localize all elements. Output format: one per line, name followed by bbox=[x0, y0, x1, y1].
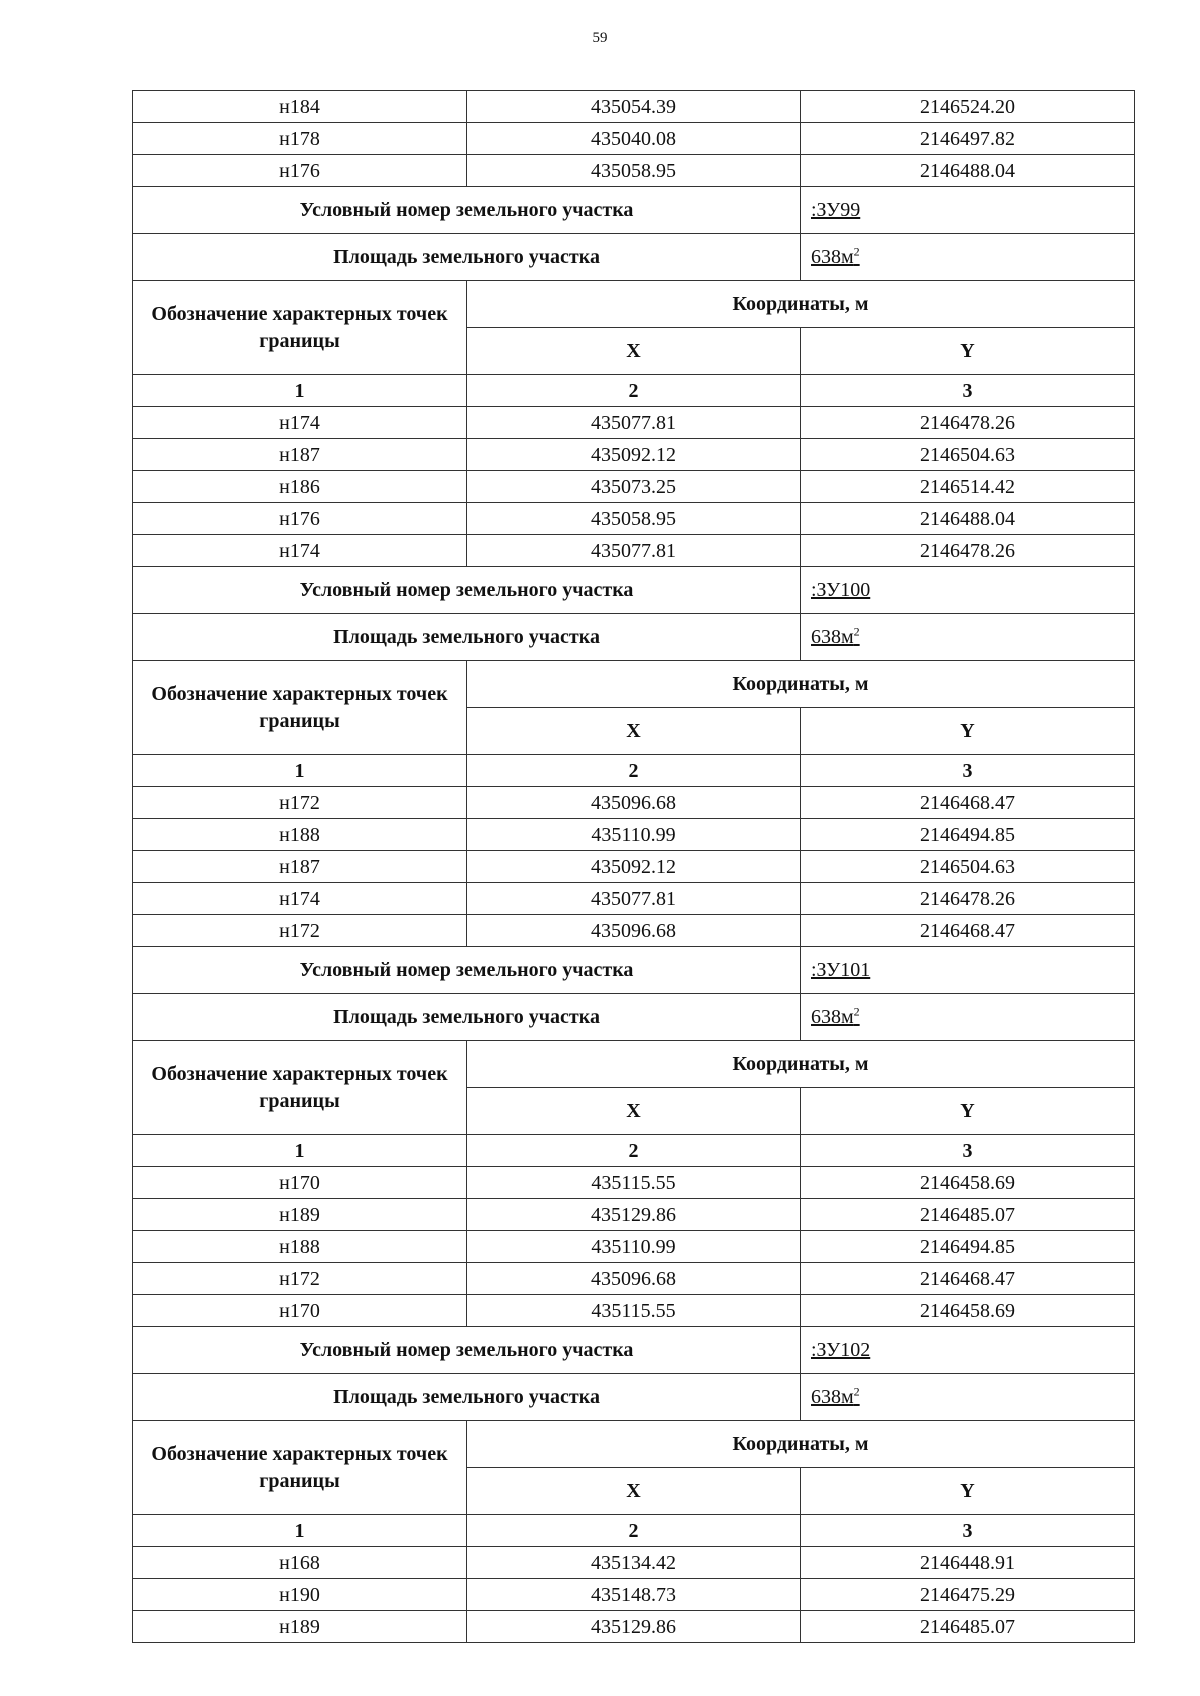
y-cell: 2146478.26 bbox=[801, 535, 1135, 567]
column-number: 3 bbox=[801, 1515, 1135, 1547]
x-cell: 435096.68 bbox=[467, 915, 801, 947]
x-cell: 435040.08 bbox=[467, 123, 801, 155]
parcel-area-value bbox=[801, 994, 1135, 1041]
point-cell: н176 bbox=[133, 503, 467, 535]
table-body bbox=[133, 91, 1135, 1643]
parcel-area-superscript: 2 bbox=[853, 1384, 860, 1399]
x-header: X bbox=[467, 328, 801, 375]
parcel-area-row bbox=[133, 1374, 1135, 1421]
coordinates-header: Координаты, м bbox=[467, 1041, 1135, 1088]
coordinates-header-row bbox=[133, 1041, 1135, 1088]
y-cell: 2146478.26 bbox=[801, 883, 1135, 915]
table-row bbox=[133, 1167, 1135, 1199]
table-row bbox=[133, 851, 1135, 883]
parcel-area-number: 638м bbox=[811, 1386, 854, 1408]
parcel-number-row bbox=[133, 1327, 1135, 1374]
table-row bbox=[133, 91, 1135, 123]
point-cell: н172 bbox=[133, 787, 467, 819]
point-cell: н188 bbox=[133, 1231, 467, 1263]
point-designation-header: Обозначение характерных точек границы bbox=[133, 1421, 467, 1515]
y-cell: 2146485.07 bbox=[801, 1611, 1135, 1643]
column-numbers-row bbox=[133, 755, 1135, 787]
parcel-number-value: :ЗУ100 bbox=[801, 567, 1135, 614]
parcel-number-value: :ЗУ102 bbox=[801, 1327, 1135, 1374]
table-row bbox=[133, 1611, 1135, 1643]
parcel-area-row bbox=[133, 234, 1135, 281]
y-header: Y bbox=[801, 708, 1135, 755]
table-row bbox=[133, 155, 1135, 187]
parcel-area-value bbox=[801, 614, 1135, 661]
point-cell: н186 bbox=[133, 471, 467, 503]
table-row bbox=[133, 123, 1135, 155]
column-numbers-row bbox=[133, 375, 1135, 407]
y-cell: 2146514.42 bbox=[801, 471, 1135, 503]
table-row bbox=[133, 1579, 1135, 1611]
point-cell: н168 bbox=[133, 1547, 467, 1579]
parcel-area-number: 638м bbox=[811, 626, 854, 648]
y-header: Y bbox=[801, 1468, 1135, 1515]
y-cell: 2146488.04 bbox=[801, 503, 1135, 535]
point-cell: н172 bbox=[133, 915, 467, 947]
y-cell: 2146478.26 bbox=[801, 407, 1135, 439]
column-number: 2 bbox=[467, 1515, 801, 1547]
table-row bbox=[133, 883, 1135, 915]
y-cell: 2146485.07 bbox=[801, 1199, 1135, 1231]
table-row bbox=[133, 1547, 1135, 1579]
y-cell: 2146524.20 bbox=[801, 91, 1135, 123]
column-number: 1 bbox=[133, 375, 467, 407]
point-cell: н174 bbox=[133, 407, 467, 439]
table-row bbox=[133, 1263, 1135, 1295]
column-number: 1 bbox=[133, 1135, 467, 1167]
coordinates-header-row bbox=[133, 1421, 1135, 1468]
x-cell: 435077.81 bbox=[467, 407, 801, 439]
column-number: 3 bbox=[801, 375, 1135, 407]
table-row bbox=[133, 471, 1135, 503]
point-cell: н189 bbox=[133, 1199, 467, 1231]
parcel-area-label: Площадь земельного участка bbox=[133, 994, 801, 1041]
x-cell: 435092.12 bbox=[467, 439, 801, 471]
y-cell: 2146475.29 bbox=[801, 1579, 1135, 1611]
coordinates-header: Координаты, м bbox=[467, 661, 1135, 708]
x-cell: 435096.68 bbox=[467, 1263, 801, 1295]
coordinates-header-row bbox=[133, 661, 1135, 708]
parcel-area-label: Площадь земельного участка bbox=[133, 1374, 801, 1421]
x-header: X bbox=[467, 1088, 801, 1135]
parcel-area-superscript: 2 bbox=[853, 624, 860, 639]
y-cell: 2146458.69 bbox=[801, 1167, 1135, 1199]
x-cell: 435077.81 bbox=[467, 883, 801, 915]
parcel-number-value: :ЗУ99 bbox=[801, 187, 1135, 234]
page-number: 59 bbox=[592, 30, 608, 46]
y-cell: 2146494.85 bbox=[801, 819, 1135, 851]
coordinates-table bbox=[132, 90, 1135, 1643]
column-number: 1 bbox=[133, 1515, 467, 1547]
table-row bbox=[133, 915, 1135, 947]
parcel-area-label: Площадь земельного участка bbox=[133, 614, 801, 661]
column-numbers-row bbox=[133, 1515, 1135, 1547]
y-cell: 2146488.04 bbox=[801, 155, 1135, 187]
x-cell: 435058.95 bbox=[467, 155, 801, 187]
column-numbers-row bbox=[133, 1135, 1135, 1167]
x-cell: 435077.81 bbox=[467, 535, 801, 567]
column-number: 3 bbox=[801, 755, 1135, 787]
parcel-area-row bbox=[133, 994, 1135, 1041]
point-cell: н184 bbox=[133, 91, 467, 123]
parcel-area-value bbox=[801, 1374, 1135, 1421]
coordinates-header: Координаты, м bbox=[467, 1421, 1135, 1468]
table-row bbox=[133, 439, 1135, 471]
point-cell: н176 bbox=[133, 155, 467, 187]
x-cell: 435115.55 bbox=[467, 1167, 801, 1199]
x-cell: 435129.86 bbox=[467, 1611, 801, 1643]
x-cell: 435092.12 bbox=[467, 851, 801, 883]
point-cell: н174 bbox=[133, 535, 467, 567]
column-number: 2 bbox=[467, 375, 801, 407]
parcel-number-value: :ЗУ101 bbox=[801, 947, 1135, 994]
point-designation-header: Обозначение характерных точек границы bbox=[133, 661, 467, 755]
y-header: Y bbox=[801, 1088, 1135, 1135]
table-row bbox=[133, 1295, 1135, 1327]
table-row bbox=[133, 819, 1135, 851]
parcel-number-row bbox=[133, 567, 1135, 614]
y-cell: 2146468.47 bbox=[801, 1263, 1135, 1295]
table-row bbox=[133, 535, 1135, 567]
y-cell: 2146494.85 bbox=[801, 1231, 1135, 1263]
parcel-number-row bbox=[133, 947, 1135, 994]
x-cell: 435073.25 bbox=[467, 471, 801, 503]
x-header: X bbox=[467, 708, 801, 755]
x-cell: 435134.42 bbox=[467, 1547, 801, 1579]
y-cell: 2146504.63 bbox=[801, 439, 1135, 471]
column-number: 2 bbox=[467, 1135, 801, 1167]
column-number: 3 bbox=[801, 1135, 1135, 1167]
coordinates-header-row bbox=[133, 281, 1135, 328]
point-designation-header: Обозначение характерных точек границы bbox=[133, 1041, 467, 1135]
y-cell: 2146504.63 bbox=[801, 851, 1135, 883]
y-cell: 2146468.47 bbox=[801, 915, 1135, 947]
x-cell: 435096.68 bbox=[467, 787, 801, 819]
parcel-number-row bbox=[133, 187, 1135, 234]
point-cell: н174 bbox=[133, 883, 467, 915]
table-row bbox=[133, 407, 1135, 439]
x-header: X bbox=[467, 1468, 801, 1515]
point-cell: н170 bbox=[133, 1295, 467, 1327]
parcel-number-label: Условный номер земельного участка bbox=[133, 187, 801, 234]
y-cell: 2146468.47 bbox=[801, 787, 1135, 819]
point-cell: н172 bbox=[133, 1263, 467, 1295]
x-cell: 435129.86 bbox=[467, 1199, 801, 1231]
parcel-area-number: 638м bbox=[811, 246, 854, 268]
point-cell: н187 bbox=[133, 851, 467, 883]
parcel-number-label: Условный номер земельного участка bbox=[133, 947, 801, 994]
point-cell: н178 bbox=[133, 123, 467, 155]
parcel-area-row bbox=[133, 614, 1135, 661]
x-cell: 435058.95 bbox=[467, 503, 801, 535]
parcel-area-superscript: 2 bbox=[853, 244, 860, 259]
column-number: 1 bbox=[133, 755, 467, 787]
point-cell: н187 bbox=[133, 439, 467, 471]
x-cell: 435148.73 bbox=[467, 1579, 801, 1611]
parcel-area-label: Площадь земельного участка bbox=[133, 234, 801, 281]
table-row bbox=[133, 503, 1135, 535]
x-cell: 435110.99 bbox=[467, 1231, 801, 1263]
y-cell: 2146497.82 bbox=[801, 123, 1135, 155]
x-cell: 435054.39 bbox=[467, 91, 801, 123]
column-number: 2 bbox=[467, 755, 801, 787]
point-cell: н190 bbox=[133, 1579, 467, 1611]
y-cell: 2146458.69 bbox=[801, 1295, 1135, 1327]
point-cell: н189 bbox=[133, 1611, 467, 1643]
parcel-area-superscript: 2 bbox=[853, 1004, 860, 1019]
parcel-area-value bbox=[801, 234, 1135, 281]
y-header: Y bbox=[801, 328, 1135, 375]
parcel-number-label: Условный номер земельного участка bbox=[133, 567, 801, 614]
parcel-number-label: Условный номер земельного участка bbox=[133, 1327, 801, 1374]
point-cell: н170 bbox=[133, 1167, 467, 1199]
x-cell: 435110.99 bbox=[467, 819, 801, 851]
point-cell: н188 bbox=[133, 819, 467, 851]
point-designation-header: Обозначение характерных точек границы bbox=[133, 281, 467, 375]
parcel-area-number: 638м bbox=[811, 1006, 854, 1028]
table-row bbox=[133, 1231, 1135, 1263]
y-cell: 2146448.91 bbox=[801, 1547, 1135, 1579]
coordinates-header: Координаты, м bbox=[467, 281, 1135, 328]
table-row bbox=[133, 787, 1135, 819]
x-cell: 435115.55 bbox=[467, 1295, 801, 1327]
table-row bbox=[133, 1199, 1135, 1231]
